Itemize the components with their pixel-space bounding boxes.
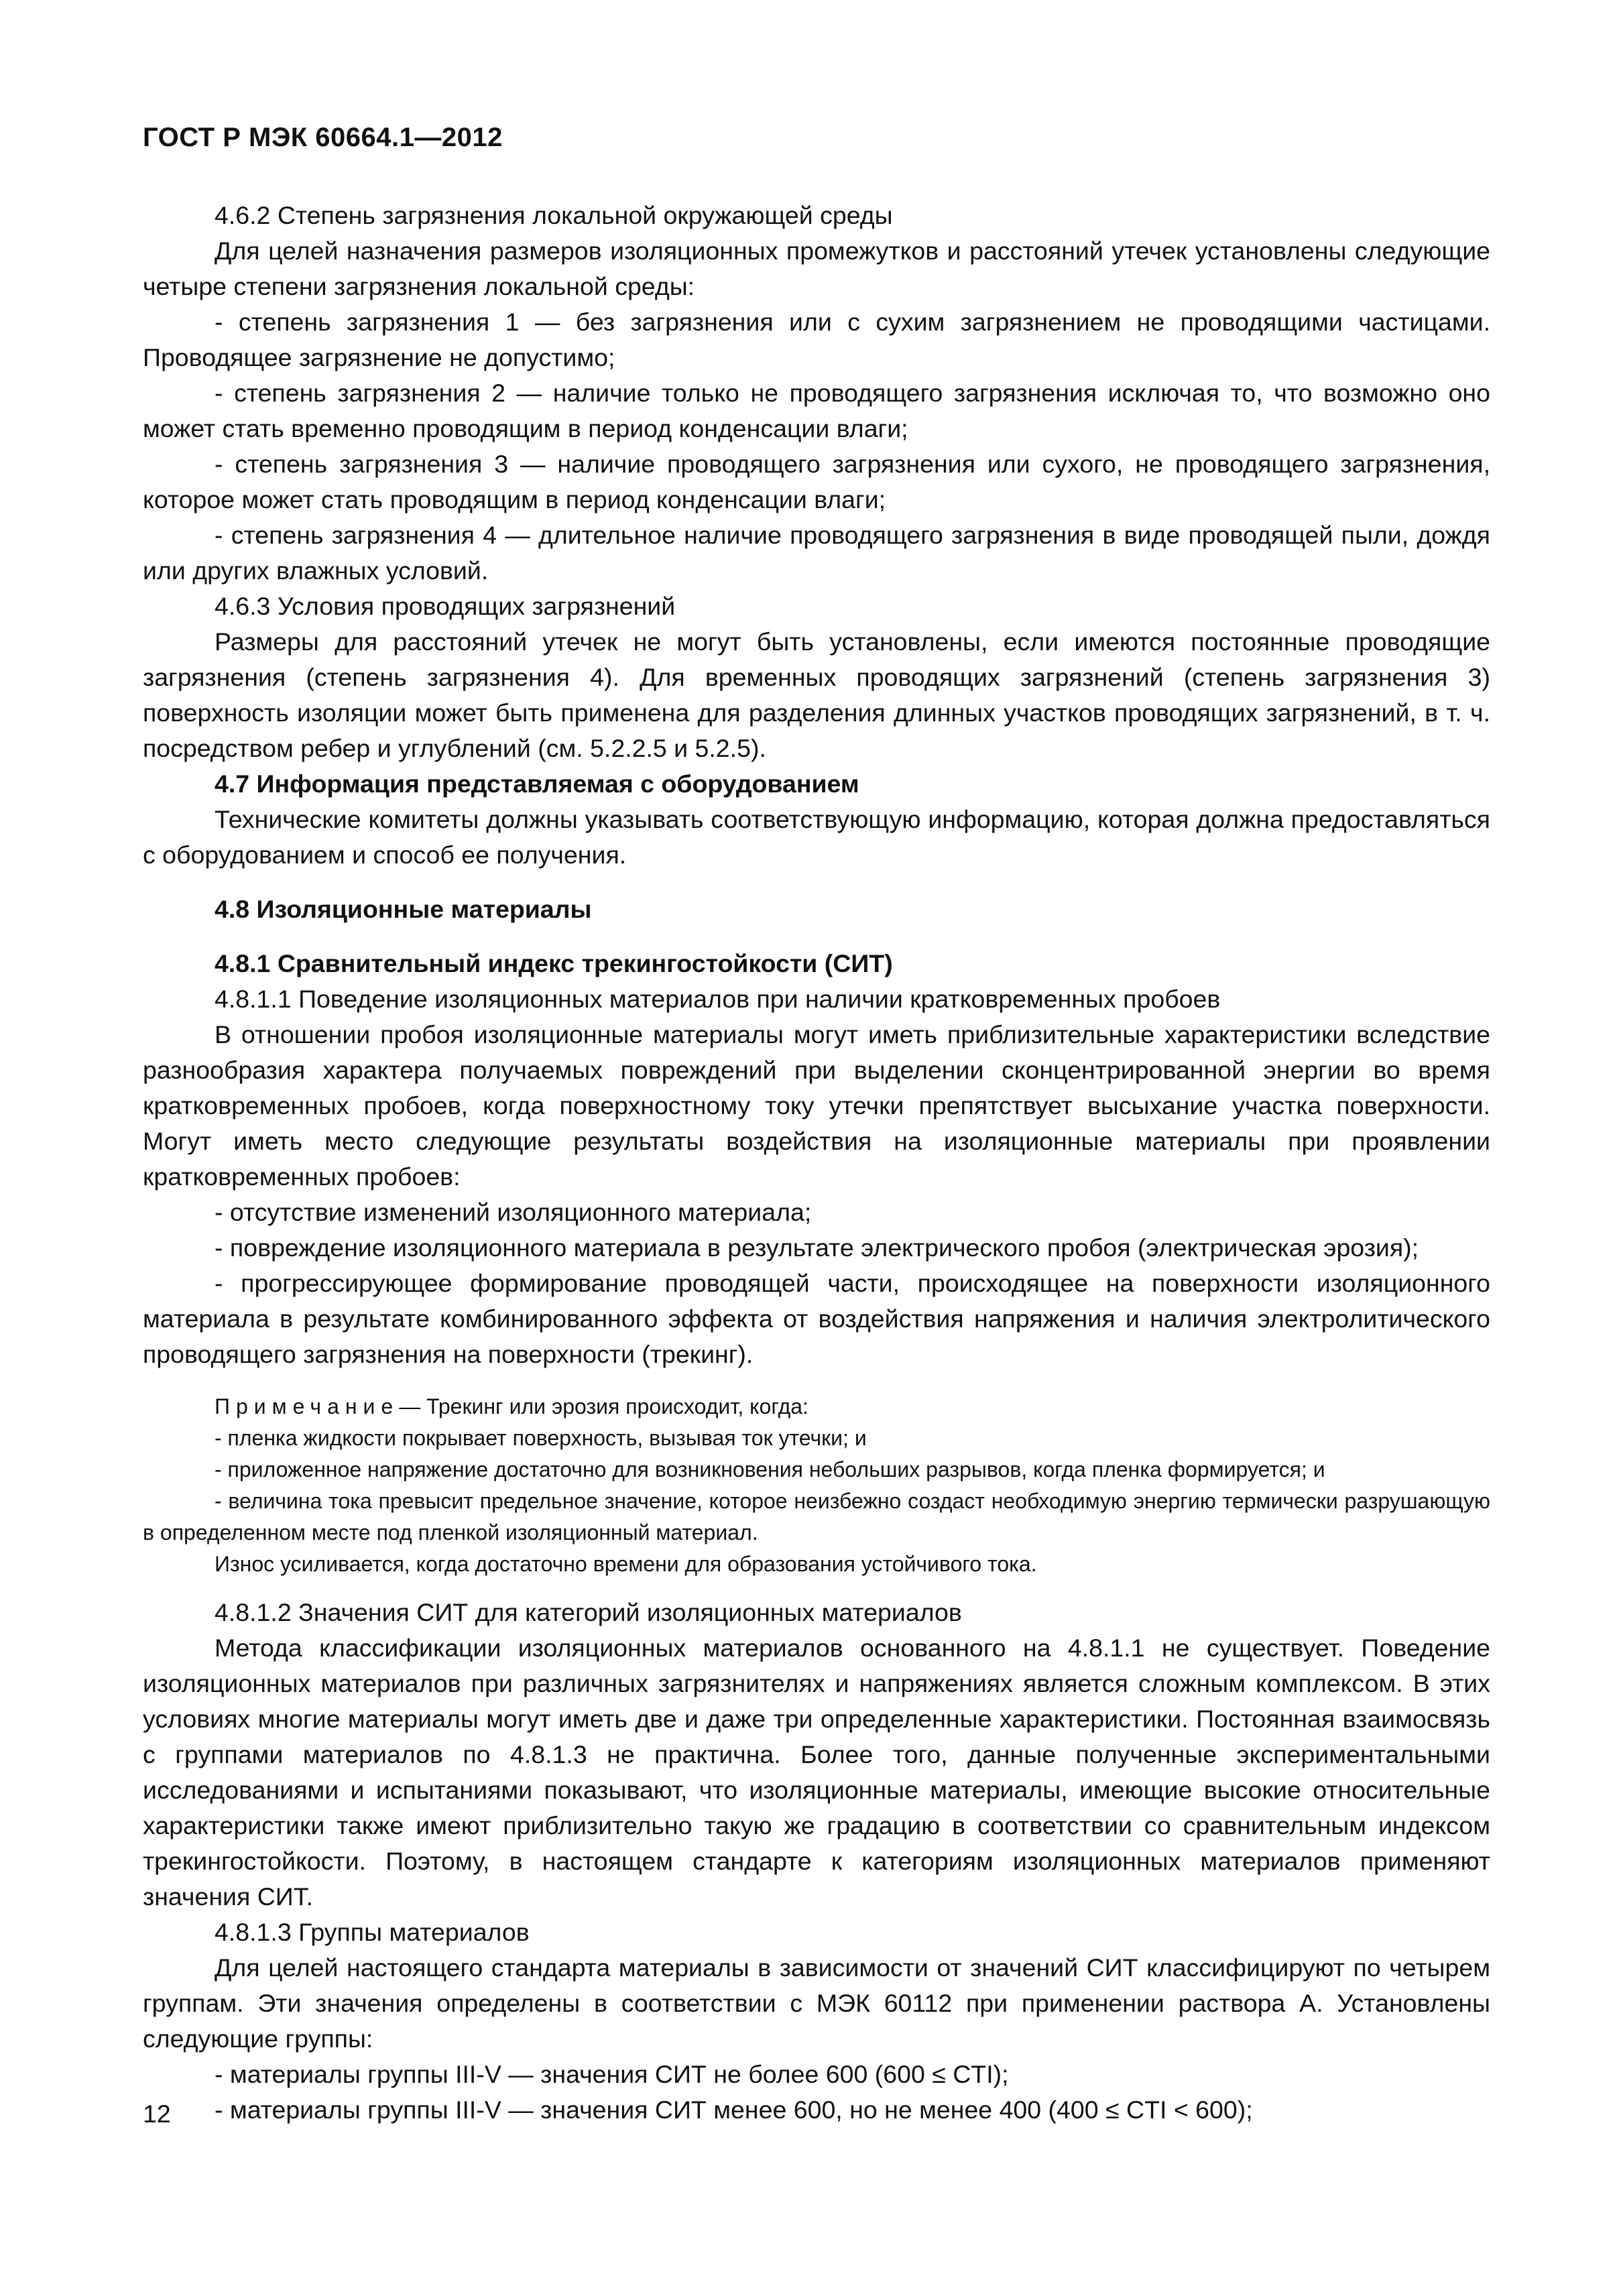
note-item: Износ усиливается, когда достаточно времени для образования устойчивого тока. [215, 1552, 1037, 1576]
section-heading-4-6-3: 4.6.3 Условия проводящих загрязнений [215, 592, 676, 620]
paragraph: Для целей настоящего стандарта материалы в зависимости от значений СИТ классифицируют по четырем группам. Эти значения определены в соответствии с МЭК 60112 при применении раствора А. Установлены следующие группы: [143, 1953, 1490, 2053]
paragraph: Метода классификации изоляционных материалов основанного на 4.8.1.1 не существует. Поведение изоляционных материалов при различных загрязнителях и напряжениях является сложным комплексом. В этих условиях многие материалы могут иметь две и даже три определенные характеристики. Постоянная взаимосвязь с группами материалов по 4.8.1.3 не практична. Более того, данные полученные экспериментальными исследованиями и испытаниями показывают, что изоляционные материалы, имеющие высокие относительные характеристики также имеют приблизительно такую же градацию в соответствии со сравнительным индексом трекингостойкости. Поэтому, в настоящем стандарте к категориям изоляционных материалов применяют значения СИТ. [143, 1634, 1490, 1911]
document-body [143, 198, 1490, 2128]
section-heading-4-8: 4.8 Изоляционные материалы [215, 895, 592, 923]
section-heading-4-8-1-1: 4.8.1.1 Поведение изоляционных материалов при наличии кратковременных пробоев [215, 985, 1221, 1013]
note-item: - величина тока превысит предельное значение, которое неизбежно создаст необходимую энергию термически разрушающую в определенном месте под пленкой изоляционный материал. [143, 1489, 1490, 1545]
list-item: - отсутствие изменений изоляционного материала; [215, 1198, 812, 1226]
section-heading-4-7: 4.7 Информация представляемая с оборудованием [215, 770, 859, 798]
list-item: - степень загрязнения 2 — наличие только не проводящего загрязнения исключая то, что возможно оно может стать временно проводящим в период конденсации влаги; [143, 379, 1490, 442]
list-item: - материалы группы III-V — значения СИТ менее 600, но не менее 400 (400 ≤ CTI < 600); [215, 2096, 1253, 2124]
section-heading-4-6-2: 4.6.2 Степень загрязнения локальной окружающей среды [215, 201, 893, 229]
section-heading-4-8-1-3: 4.8.1.3 Группы материалов [215, 1918, 530, 1946]
section-heading-4-8-1-2: 4.8.1.2 Значения СИТ для категорий изоляционных материалов [215, 1598, 962, 1626]
list-item: - прогрессирующее формирование проводящей части, происходящее на поверхности изоляционного материала в результате комбинированного эффекта от воздействия напряжения и наличия электролитического проводящего загрязнения на поверхности (трекинг). [143, 1269, 1490, 1368]
page-header-standard-id: ГОСТ Р МЭК 60664.1—2012 [143, 123, 503, 152]
list-item: - повреждение изоляционного материала в результате электрического пробоя (электрическая эрозия); [215, 1233, 1419, 1262]
note-intro-text: — Трекинг или эрозия происходит, когда: [399, 1394, 808, 1418]
list-item: - материалы группы III-V — значения СИТ не более 600 (600 ≤ CTI); [215, 2060, 1009, 2088]
note-intro [143, 1391, 1490, 1423]
paragraph: В отношении пробоя изоляционные материалы могут иметь приблизительные характеристики вследствие разнообразия характера получаемых повреждений при выделении сконцентрированной энергии во время кратковременных пробоев, когда поверхностному току утечки препятствует высыхание участка поверхности. Могут иметь место следующие результаты воздействия на изоляционные материалы при проявлении кратковременных пробоев: [143, 1020, 1490, 1191]
list-item: - степень загрязнения 1 — без загрязнения или с сухим загрязнением не проводящими частицами. Проводящее загрязнение не допустимо; [143, 308, 1490, 371]
note-item: - приложенное напряжение достаточно для возникновения небольших разрывов, когда пленка формируется; и [215, 1457, 1325, 1482]
page-number: 12 [143, 2100, 171, 2128]
paragraph: Для целей назначения размеров изоляционных промежутков и расстояний утечек установлены следующие четыре степени загрязнения локальной среды: [143, 237, 1490, 300]
note-item: - пленка жидкости покрывает поверхность, вызывая ток утечки; и [215, 1426, 867, 1450]
paragraph: Размеры для расстояний утечек не могут быть установлены, если имеются постоянные проводящие загрязнения (степень загрязнения 4). Для временных проводящих загрязнений (степень загрязнения 3) поверхность изоляции может быть применена для разделения длинных участков проводящих загрязнений, в т. ч. посредством ребер и углублений (см. 5.2.2.5 и 5.2.5). [143, 627, 1490, 762]
paragraph: Технические комитеты должны указывать соответствующую информацию, которая должна предоставляться с оборудованием и способ ее получения. [143, 805, 1490, 869]
list-item: - степень загрязнения 4 — длительное наличие проводящего загрязнения в виде проводящей пыли, дождя или других влажных условий. [143, 521, 1490, 585]
section-heading-4-8-1: 4.8.1 Сравнительный индекс трекингостойкости (СИТ) [215, 949, 893, 977]
list-item: - степень загрязнения 3 — наличие проводящего загрязнения или сухого, не проводящего загрязнения, которое может стать проводящим в период конденсации влаги; [143, 450, 1490, 513]
note-label: Примечание [215, 1394, 400, 1418]
